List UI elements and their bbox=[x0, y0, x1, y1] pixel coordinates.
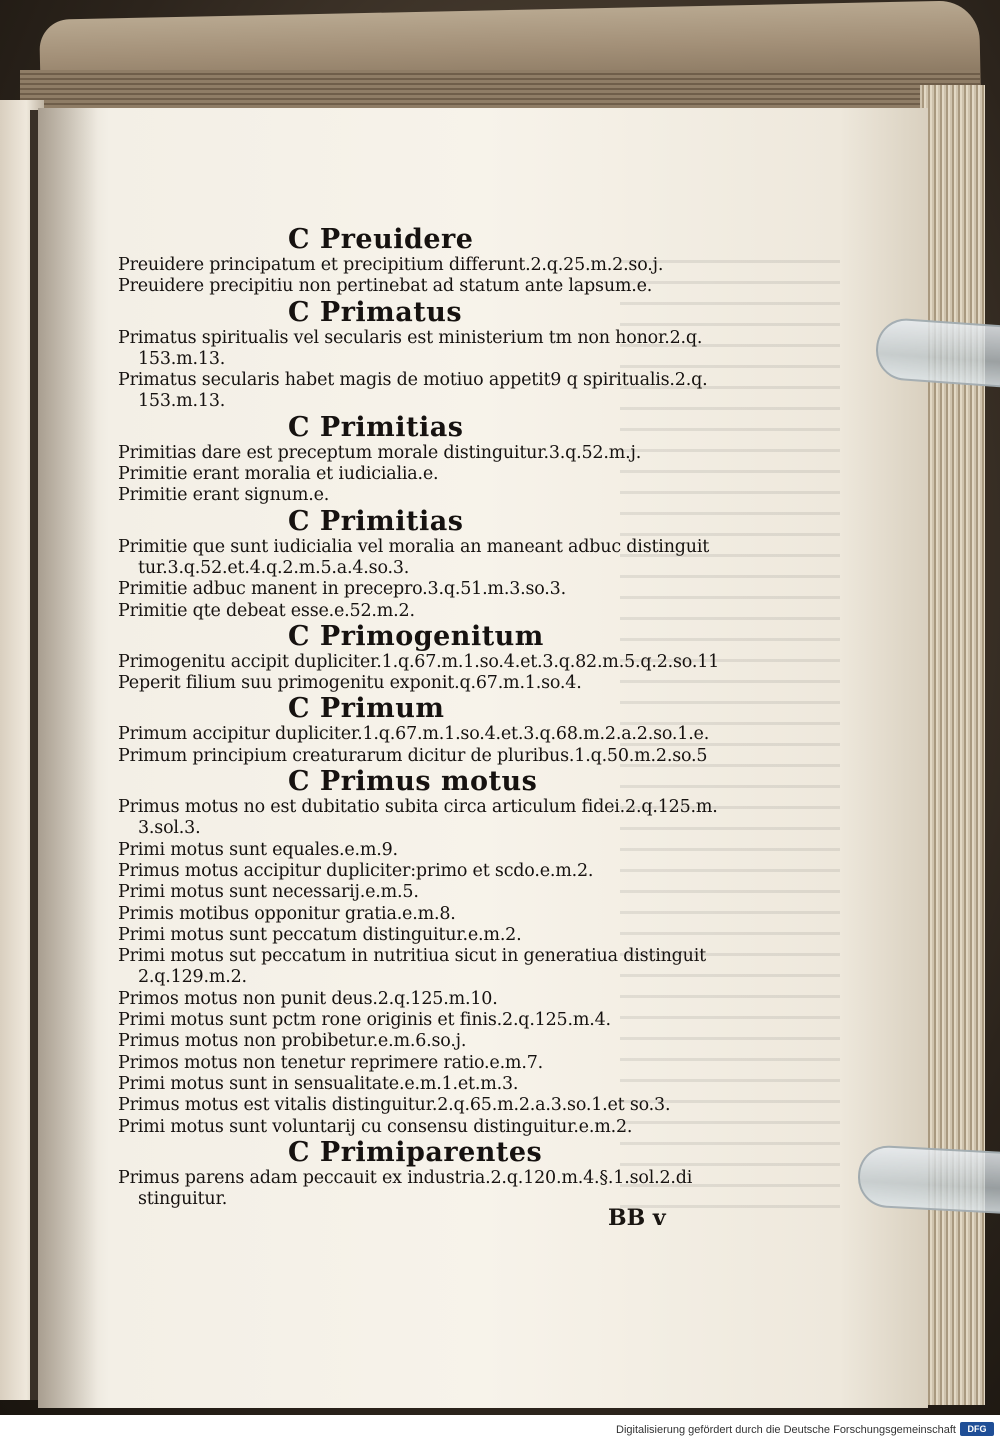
index-entry: Primus motus non probibetur.e.m.6.so.j. bbox=[118, 1031, 467, 1052]
index-entry: Primum principium creaturarum dicitur de pluribus.1.q.50.m.2.so.5 bbox=[118, 745, 708, 766]
footer-bar bbox=[0, 1415, 1000, 1443]
index-entry: Preuidere precipitiu non pertinebat ad statum ante lapsum.e. bbox=[118, 276, 653, 297]
index-entry: Primi motus sunt equales.e.m.9. bbox=[118, 839, 398, 860]
index-entry: Primum accipitur dupliciter.1.q.67.m.1.so.4.et.3.q.68.m.2.a.2.so.1.e. bbox=[118, 724, 710, 745]
index-entry: Primi motus sut peccatum in nutritiua sicut in generatiua distinguit bbox=[118, 946, 706, 967]
index-entry: Primi motus sunt necessarij.e.m.5. bbox=[118, 882, 419, 903]
index-entry: 153.m.13. bbox=[138, 391, 226, 412]
signature-mark: BB v bbox=[608, 1205, 666, 1231]
index-entry: Primatus secularis habet magis de motiuo appetit9 q spiritualis.2.q. bbox=[118, 370, 708, 391]
section-heading: C Primus motus bbox=[288, 766, 538, 798]
index-entry: Peperit filium suu primogenitu exponit.q.67.m.1.so.4. bbox=[118, 673, 582, 694]
index-entry: Primi motus sunt voluntarij cu consensu distinguitur.e.m.2. bbox=[118, 1116, 633, 1137]
funding-credit: Digitalisierung gefördert durch die Deutsche Forschungsgemeinschaft bbox=[616, 1424, 956, 1436]
index-entry: Primitias dare est preceptum morale distinguitur.3.q.52.m.j. bbox=[118, 442, 642, 463]
page-gutter-shadow bbox=[38, 108, 98, 1408]
index-entry: 153.m.13. bbox=[138, 348, 226, 369]
index-entry: Primatus spiritualis vel secularis est ministerium tm non honor.2.q. bbox=[118, 327, 703, 348]
index-entry: Primos motus non punit deus.2.q.125.m.10. bbox=[118, 988, 498, 1009]
index-entry: Primos motus non tenetur reprimere ratio.e.m.7. bbox=[118, 1052, 543, 1073]
index-entry: Primus motus accipitur dupliciter:primo et scdo.e.m.2. bbox=[118, 860, 594, 881]
section-heading: C Primatus bbox=[288, 296, 463, 328]
section-heading: C Primogenitum bbox=[288, 620, 544, 652]
section-heading: C Primum bbox=[288, 693, 445, 725]
index-entry: Primi motus sunt peccatum distinguitur.e.m.2. bbox=[118, 924, 522, 945]
index-entry: tur.3.q.52.et.4.q.2.m.5.a.4.so.3. bbox=[138, 557, 410, 578]
section-heading: C Primitias bbox=[288, 411, 464, 443]
index-entry: 3.sol.3. bbox=[138, 818, 201, 839]
index-entry: Primi motus sunt in sensualitate.e.m.1.et.m.3. bbox=[118, 1073, 519, 1094]
index-entry: Primis motibus opponitur gratia.e.m.8. bbox=[118, 903, 456, 924]
section-heading: C Primitias bbox=[288, 505, 464, 537]
index-entry: stinguitur. bbox=[138, 1189, 228, 1210]
index-entry: Primi motus sunt pctm rone originis et finis.2.q.125.m.4. bbox=[118, 1010, 611, 1031]
page-clip-top bbox=[874, 317, 1000, 388]
index-entry: Primitie que sunt iudicialia vel moralia an maneant adbuc distinguit bbox=[118, 536, 710, 557]
index-entry: Primitie erant moralia et iudicialia.e. bbox=[118, 464, 439, 485]
index-entry: Primus parens adam peccauit ex industria.2.q.120.m.4.§.1.sol.2.di bbox=[118, 1167, 693, 1188]
index-entry: Primus motus est vitalis distinguitur.2.q.65.m.2.a.3.so.1.et so.3. bbox=[118, 1095, 671, 1116]
index-entry: Primitie qte debeat esse.e.52.m.2. bbox=[118, 600, 415, 621]
page-clip-bottom bbox=[856, 1144, 1000, 1214]
dfg-logo-icon: DFG bbox=[960, 1422, 994, 1436]
index-entry: 2.q.129.m.2. bbox=[138, 967, 247, 988]
section-heading: C Preuidere bbox=[288, 224, 474, 255]
index-text bbox=[118, 225, 758, 1210]
section-heading: C Primiparentes bbox=[288, 1136, 543, 1168]
index-entry: Primitie erant signum.e. bbox=[118, 485, 330, 506]
index-entry: Primogenitu accipit dupliciter.1.q.67.m.1.so.4.et.3.q.82.m.5.q.2.so.11 bbox=[118, 651, 720, 672]
book-head-pages bbox=[20, 70, 980, 110]
index-entry: Preuidere principatum et precipitium differunt.2.q.25.m.2.so.j. bbox=[118, 255, 664, 275]
index-entry: Primus motus no est dubitatio subita circa articulum fidei.2.q.125.m. bbox=[118, 797, 718, 818]
index-entry: Primitie adbuc manent in precepro.3.q.51.m.3.so.3. bbox=[118, 579, 566, 600]
